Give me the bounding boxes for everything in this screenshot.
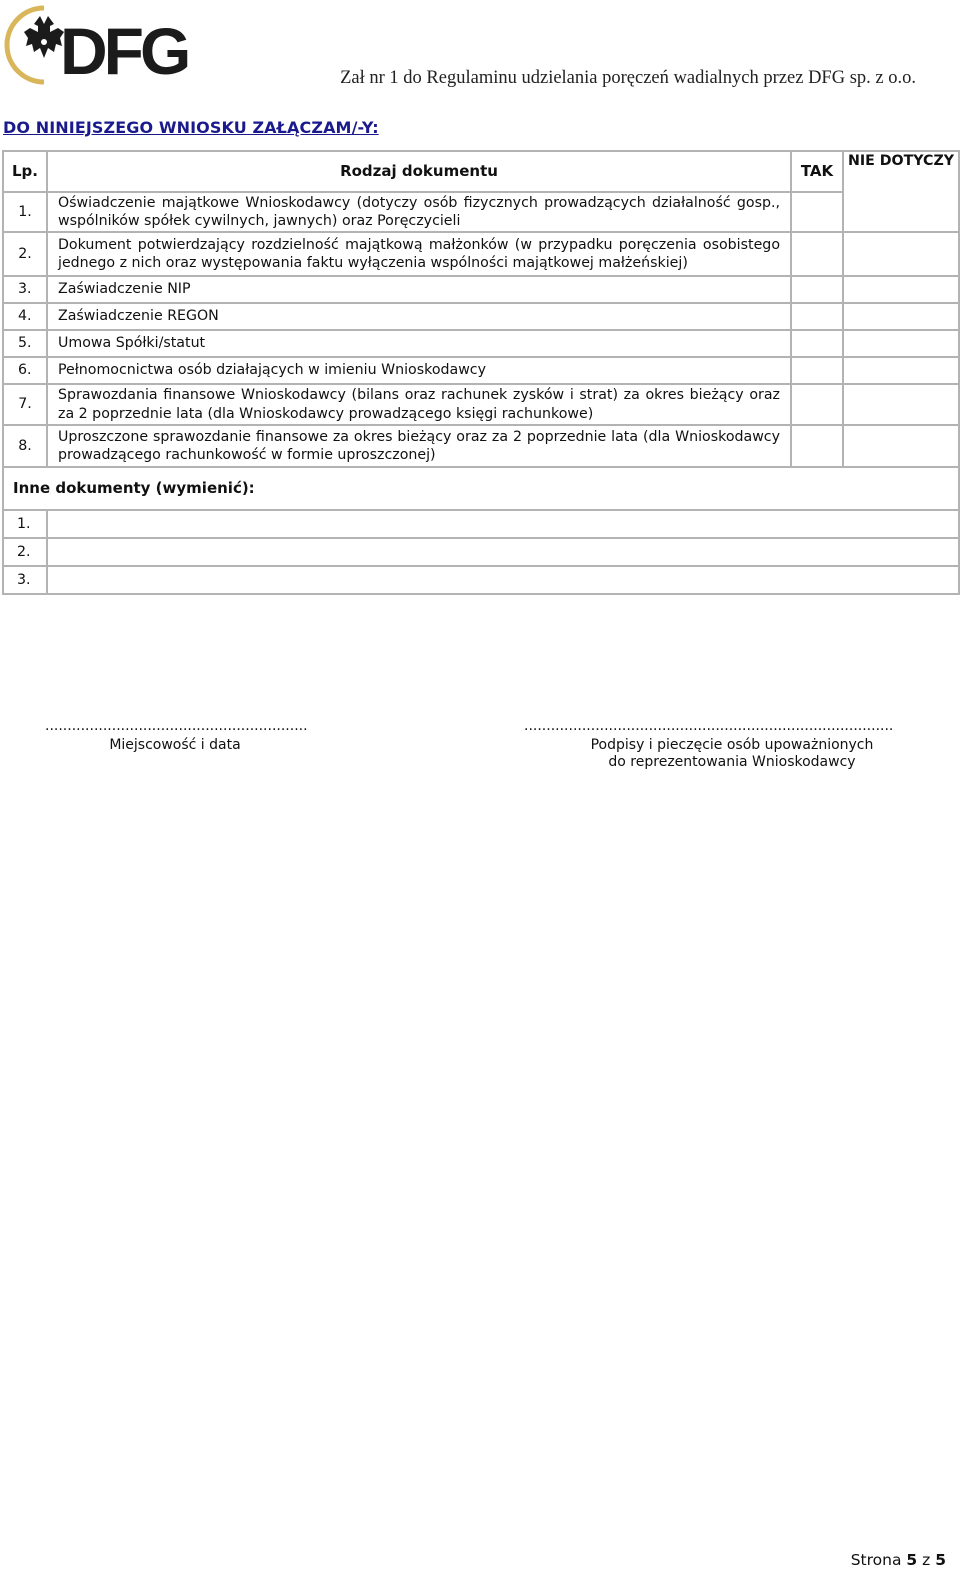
col-header-nie: NIE DOTYCZY xyxy=(843,151,959,232)
row-number: 6. xyxy=(3,357,47,384)
other-documents-heading: Inne dokumenty (wymienić): xyxy=(3,467,959,510)
table-row xyxy=(3,192,959,232)
other-document-row xyxy=(3,510,959,538)
signature-line[interactable]: ................................................................................... xyxy=(524,718,894,734)
signature-label xyxy=(582,737,882,771)
signature-label-line-1: Podpisy i pieczęcie osób upoważnionych xyxy=(590,737,874,753)
tak-checkbox-cell[interactable] xyxy=(791,357,843,384)
nie-checkbox-cell[interactable] xyxy=(843,384,959,425)
table-row xyxy=(3,303,959,330)
other-document-input[interactable] xyxy=(47,566,959,594)
tak-checkbox-cell[interactable] xyxy=(791,276,843,303)
tak-checkbox-cell[interactable] xyxy=(791,384,843,425)
total-pages: 5 xyxy=(935,1551,946,1569)
row-number: 4. xyxy=(3,303,47,330)
col-header-lp: Lp. xyxy=(3,151,47,192)
section-heading: DO NINIEJSZEGO WNIOSKU ZAŁĄCZAM/-Y: xyxy=(3,118,379,137)
nie-checkbox-cell[interactable] xyxy=(843,357,959,384)
place-date-line[interactable]: ........................................................... xyxy=(45,718,308,734)
tak-checkbox-cell[interactable] xyxy=(791,192,843,232)
col-header-tak: TAK xyxy=(791,151,843,192)
row-number: 2. xyxy=(3,232,47,276)
row-number: 8. xyxy=(3,425,47,467)
other-row-number: 1. xyxy=(3,510,47,538)
col-header-type: Rodzaj dokumentu xyxy=(47,151,791,192)
table-row xyxy=(3,232,959,276)
nie-checkbox-cell[interactable] xyxy=(843,276,959,303)
row-description: Sprawozdania finansowe Wnioskodawcy (bilans oraz rachunek zysków i strat) za okres bieżący oraz za 2 poprzednie lata (dla Wnioskodawcy prowadzącego księgi rachunkowe) xyxy=(47,384,791,425)
dfg-logo xyxy=(4,2,188,88)
table-row xyxy=(3,276,959,303)
table-header-row xyxy=(3,151,959,192)
regulation-reference: Zał nr 1 do Regulaminu udzielania poręczeń wadialnych przez DFG sp. z o.o. xyxy=(340,68,916,88)
table-row xyxy=(3,357,959,384)
nie-checkbox-cell[interactable] xyxy=(843,330,959,357)
row-description: Uproszczone sprawozdanie finansowe za okres bieżący oraz za 2 poprzednie lata (dla Wnioskodawcy prowadzącego rachunkowość w formie uproszczonej) xyxy=(47,425,791,467)
row-number: 1. xyxy=(3,192,47,232)
other-document-input[interactable] xyxy=(47,510,959,538)
other-documents-header-row xyxy=(3,467,959,510)
tak-checkbox-cell[interactable] xyxy=(791,425,843,467)
page-separator: z xyxy=(922,1551,931,1569)
nie-checkbox-cell[interactable] xyxy=(843,303,959,330)
signature-label-line-2: do reprezentowania Wnioskodawcy xyxy=(608,754,856,770)
other-row-number: 2. xyxy=(3,538,47,566)
row-number: 7. xyxy=(3,384,47,425)
row-description: Dokument potwierdzający rozdzielność majątkową małżonków (w przypadku poręczenia osobistego jednego z nich oraz występowania faktu wyłączenia wspólności majątkowej małżeńskiej) xyxy=(47,232,791,276)
tak-checkbox-cell[interactable] xyxy=(791,330,843,357)
other-document-row xyxy=(3,566,959,594)
other-row-number: 3. xyxy=(3,566,47,594)
place-date-label: Miejscowość i data xyxy=(109,737,241,753)
row-description: Oświadczenie majątkowe Wnioskodawcy (dotyczy osób fizycznych prowadzących działalność gosp., wspólników spółek cywilnych, jawnych) oraz Poręczycieli xyxy=(47,192,791,232)
documents-table xyxy=(2,150,960,595)
row-number: 5. xyxy=(3,330,47,357)
row-description: Zaświadczenie NIP xyxy=(47,276,791,303)
nie-checkbox-cell[interactable] xyxy=(843,425,959,467)
table-row xyxy=(3,384,959,425)
table-row xyxy=(3,330,959,357)
tak-checkbox-cell[interactable] xyxy=(791,232,843,276)
eagle-emblem-icon xyxy=(24,16,64,58)
row-number: 3. xyxy=(3,276,47,303)
row-description: Zaświadczenie REGON xyxy=(47,303,791,330)
tak-checkbox-cell[interactable] xyxy=(791,303,843,330)
row-description: Umowa Spółki/statut xyxy=(47,330,791,357)
other-document-row xyxy=(3,538,959,566)
table-row xyxy=(3,425,959,467)
page-prefix: Strona xyxy=(850,1551,902,1569)
logo-wordmark: DFG xyxy=(60,14,188,88)
row-description: Pełnomocnictwa osób działających w imieniu Wnioskodawcy xyxy=(47,357,791,384)
other-document-input[interactable] xyxy=(47,538,959,566)
current-page: 5 xyxy=(906,1551,918,1569)
page-number xyxy=(851,1551,946,1569)
nie-checkbox-cell[interactable] xyxy=(843,232,959,276)
